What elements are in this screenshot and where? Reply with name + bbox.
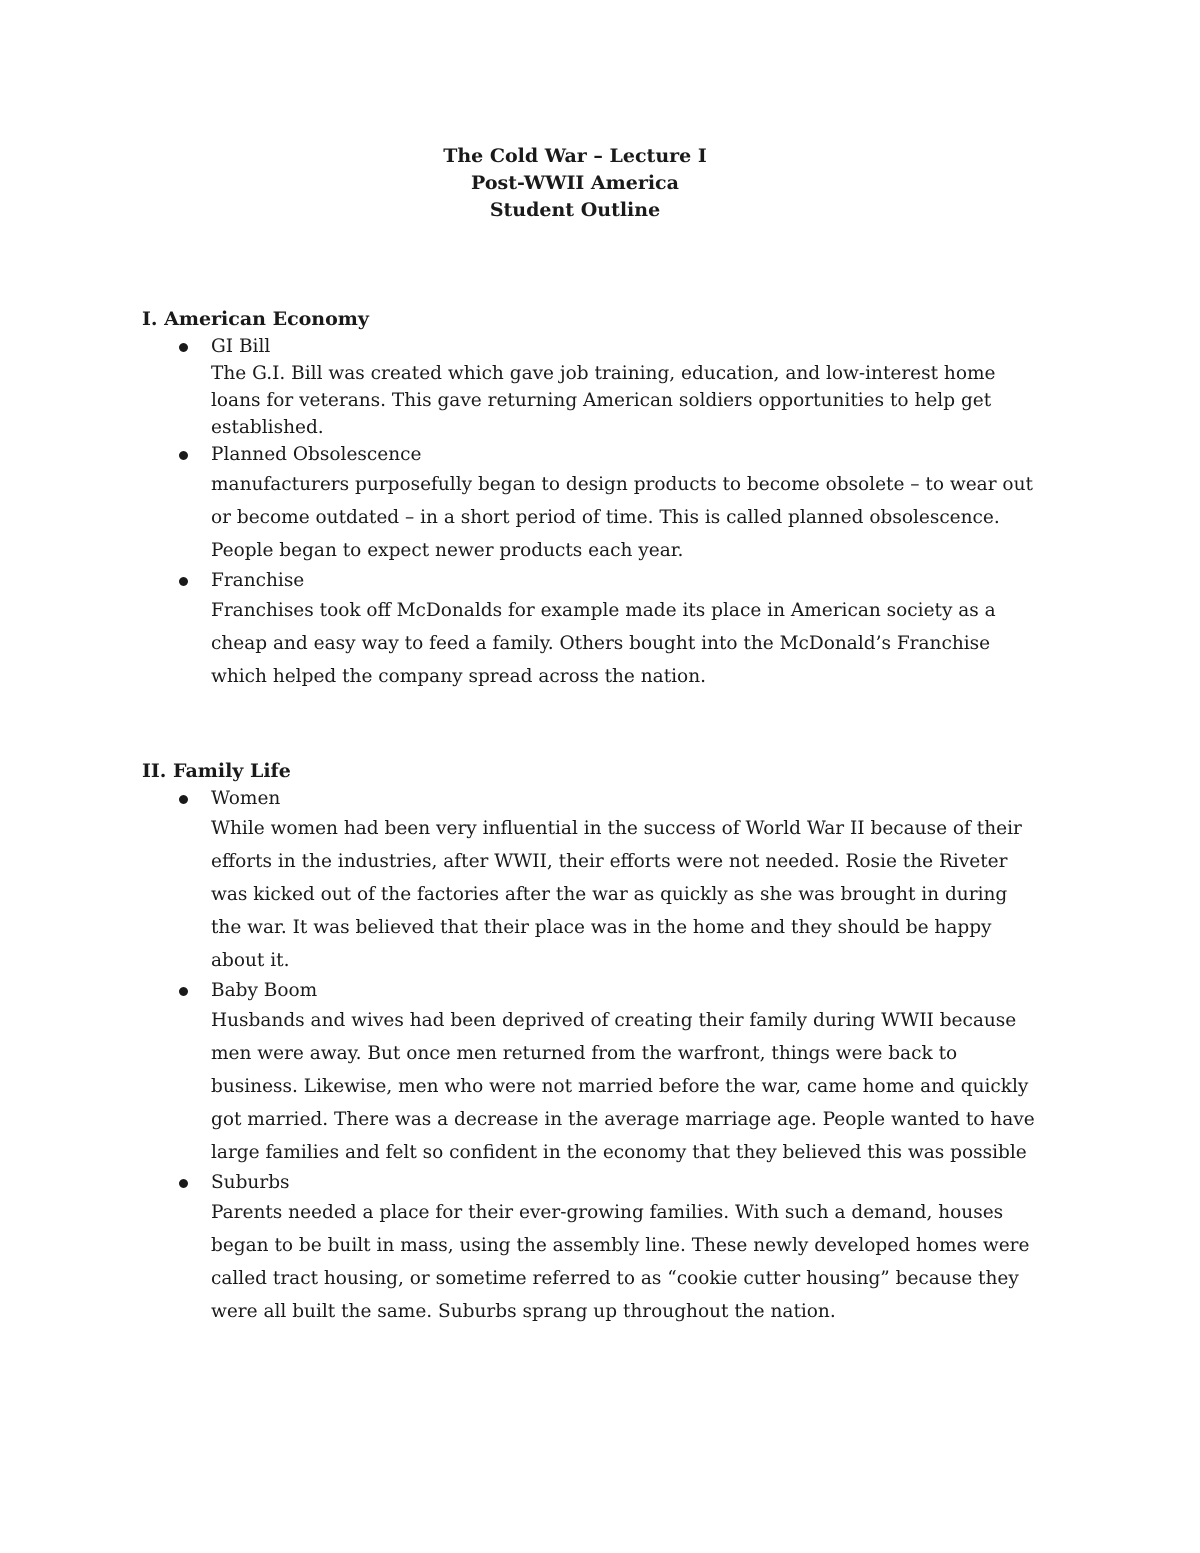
list-item <box>142 1169 1042 1328</box>
item-label: GI Bill <box>211 336 271 357</box>
bullet-icon <box>179 987 188 996</box>
item-text: While women had been very influential in the success of World War II because of their efforts in the industries, after WWII, their efforts were not needed. Rosie the Riveter was kicked out of the factories after the war as quickly as she was brought in during the war. It was believed that their place was in the home and they should be happy about it. <box>211 818 1022 971</box>
bullet-icon <box>179 343 188 352</box>
list-item <box>142 441 1042 567</box>
item-text: manufacturers purposefully began to design products to become obsolete – to wear out or become outdated – in a short period of time. This is called planned obsolescence. People began to expect newer products each year. <box>211 474 1033 561</box>
section-heading: I. American Economy <box>142 308 369 330</box>
bullet-list <box>142 785 1042 1328</box>
title-line-1: The Cold War – Lecture I <box>443 145 707 167</box>
list-item <box>142 785 1042 977</box>
list-item <box>142 567 1042 693</box>
item-label: Women <box>211 788 281 809</box>
item-text: The G.I. Bill was created which gave job training, education, and low-interest home loans for veterans. This gave returning American soldiers opportunities to help get established. <box>211 363 996 438</box>
section-heading: II. Family Life <box>142 760 291 782</box>
section-american-economy <box>142 306 1042 693</box>
bullet-icon <box>179 795 188 804</box>
item-label: Baby Boom <box>211 980 318 1001</box>
list-item <box>142 977 1042 1169</box>
section-family-life <box>142 758 1042 1328</box>
title-line-3: Student Outline <box>489 199 661 221</box>
item-label: Planned Obsolescence <box>211 444 422 465</box>
title-line-2: Post-WWII America <box>471 172 679 194</box>
item-label: Franchise <box>211 570 305 591</box>
document-title <box>0 143 1150 224</box>
bullet-icon <box>179 1179 188 1188</box>
bullet-icon <box>179 451 188 460</box>
item-text: Parents needed a place for their ever-growing families. With such a demand, houses began to be built in mass, using the assembly line. These newly developed homes were called tract housing, or sometime referred to as “cookie cutter housing” because they were all built the same. Suburbs sprang up throughout the nation. <box>211 1202 1030 1322</box>
bullet-list <box>142 333 1042 693</box>
bullet-icon <box>179 577 188 586</box>
item-text: Franchises took off McDonalds for example made its place in American society as a cheap and easy way to feed a family. Others bought into the McDonald’s Franchise which helped the company spread across the nation. <box>211 600 996 687</box>
item-label: Suburbs <box>211 1172 290 1193</box>
list-item <box>142 333 1042 441</box>
item-text: Husbands and wives had been deprived of creating their family during WWII because men were away. But once men returned from the warfront, things were back to business. Likewise, men who were not married before the war, came home and quickly got married. There was a decrease in the average marriage age. People wanted to have large families and felt so confident in the economy that they believed this was possible <box>211 1010 1035 1163</box>
